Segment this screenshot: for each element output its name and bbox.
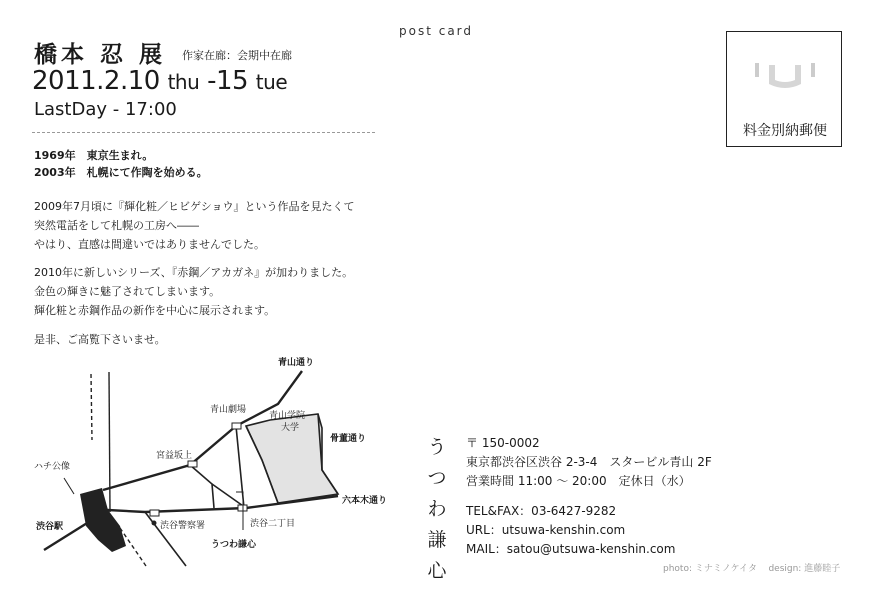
shop-name-char: 謙 xyxy=(427,529,447,551)
side-street xyxy=(190,465,214,508)
body-line: 輝化粧と赤鋼作品の新作を中心に展示されます。 xyxy=(34,304,276,317)
email-address: MAIL：satou@utsuwa-kenshin.com xyxy=(466,542,676,556)
shop-name-vertical xyxy=(425,432,449,587)
body-line: 金色の輝きに魅了されてしまいます。 xyxy=(34,285,221,298)
postcard-label: post card xyxy=(398,24,474,38)
design-credit-label: design: xyxy=(768,564,802,574)
map-label-aoyama-dori: 青山通り xyxy=(278,358,315,368)
bio-line: 1969年 東京生まれ。 xyxy=(34,149,154,162)
body-line: 突然電話をして札幌の工房へ―― xyxy=(34,219,199,232)
website-url: URL：utsuwa-kenshin.com xyxy=(466,523,626,537)
map-label-miyamasuzaka: 宮益坂上 xyxy=(156,451,193,461)
map-label-shibuya-2chome: 渋谷二丁目 xyxy=(250,519,296,529)
photo-credit-label: photo: xyxy=(663,564,692,574)
shop-name-char: わ xyxy=(427,498,447,520)
map-label-hachiko: ハチ公像 xyxy=(34,462,71,472)
police-station-marker xyxy=(152,521,157,526)
design-credit-name: 進藤睦子 xyxy=(804,564,841,574)
date-start-dow: thu xyxy=(167,70,200,94)
rail-line xyxy=(109,372,110,512)
intersection-marker xyxy=(150,510,159,516)
stamp-label: 料金別納郵便 xyxy=(743,123,827,139)
postal-mark-icon: 〒 xyxy=(466,436,479,450)
bio-line: 2003年 札幌にて作陶を始める。 xyxy=(34,166,208,179)
date-end-dow: tue xyxy=(255,70,288,94)
map-label-kotto-dori: 骨董通り xyxy=(330,434,367,444)
business-hours: 営業時間 11:00 〜 20:00 定休日（水） xyxy=(466,474,691,488)
rail-line xyxy=(91,374,92,440)
map-label-daigaku: 大学 xyxy=(281,423,300,433)
map-label-police: 渋谷警察署 xyxy=(160,521,206,531)
last-day: LastDay - 17:00 xyxy=(34,99,177,120)
shop-name-char: う xyxy=(427,436,447,458)
closing-line: 是非、ご高覧下さいませ。 xyxy=(34,333,166,346)
tel-fax: TEL&FAX：03-6427-9282 xyxy=(466,504,617,518)
shop-name-char: 心 xyxy=(427,560,447,582)
intersection-marker xyxy=(188,461,197,467)
side-street xyxy=(212,484,246,508)
exhibition-title: 橋本 忍 展 xyxy=(34,42,167,68)
postal-code-line xyxy=(466,434,540,451)
map-label-shop: うつわ謙心 xyxy=(211,540,257,550)
map-label-aoyama-gakuin: 青山学院 xyxy=(269,411,306,421)
shibuya-station-building xyxy=(80,488,126,552)
body-line: 2010年に新しいシリーズ、『赤鋼／アカガネ』が加わりました。 xyxy=(34,266,354,279)
body-line: 2009年7月頃に『輝化粧／ヒビゲショウ』という作品を見たくて xyxy=(34,200,355,213)
intersection-marker xyxy=(232,423,241,429)
map-label-roppongi-dori: 六本木通り xyxy=(342,496,388,506)
hachiko-pointer xyxy=(64,478,74,494)
rail-line xyxy=(120,528,146,566)
photo-credit-name: ミナミノケイタ xyxy=(694,564,757,574)
map-label-shibuya-station: 渋谷駅 xyxy=(36,522,64,532)
postal-code: 150-0002 xyxy=(481,436,540,450)
body-line: やはり、直感は間違いではありませんでした。 xyxy=(34,238,265,251)
address: 東京都渋谷区渋谷 2-3-4 スタービル青山 2F xyxy=(466,455,712,469)
credits xyxy=(663,561,840,574)
exhibition-subtitle: 作家在廊：会期中在廊 xyxy=(182,49,292,62)
map-label-aoyama-gekijo: 青山劇場 xyxy=(210,405,247,415)
date-start: 2011.2.10 xyxy=(32,66,160,96)
shop-name-char: つ xyxy=(427,467,447,489)
date-end: -15 xyxy=(207,66,249,96)
